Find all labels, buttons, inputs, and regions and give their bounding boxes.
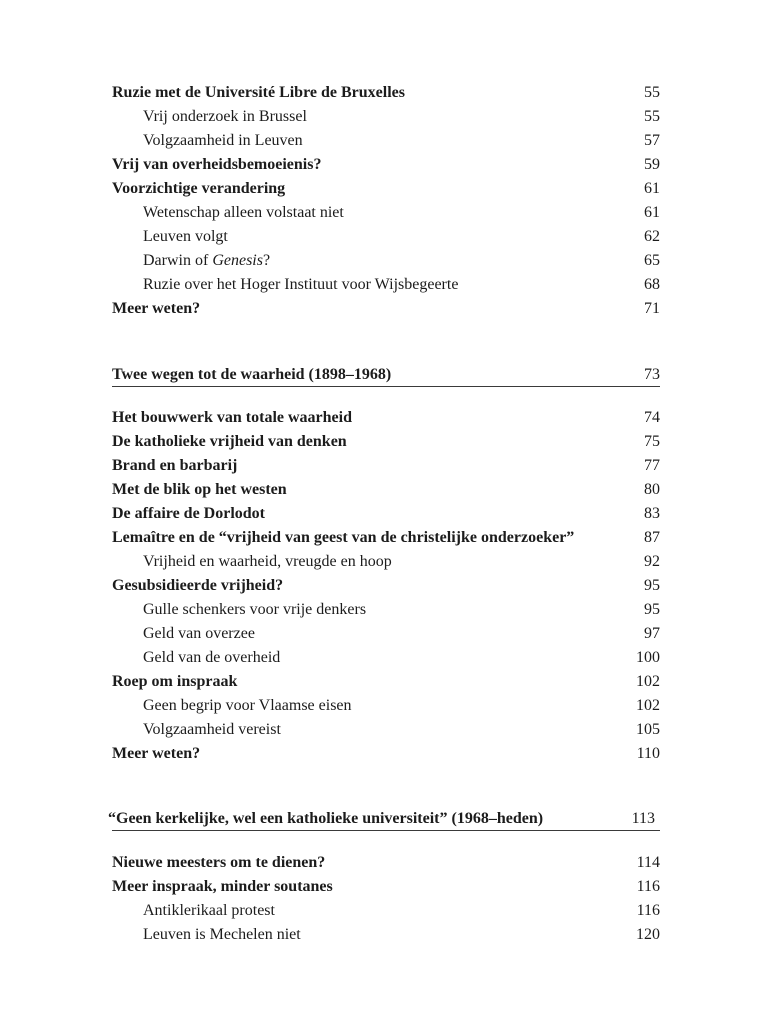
toc-entry [112,177,660,201]
entry-title: De affaire de Dorlodot [112,505,265,522]
entry-title: Vrijheid en waarheid, vreugde en hoop [143,553,392,570]
entry-page: 120 [636,926,660,943]
toc-entry [112,742,660,766]
toc-entry [112,574,660,598]
toc-subentry [112,105,660,129]
toc-subentry [112,273,660,297]
entry-title: Vrij van overheidsbemoeienis? [112,156,322,173]
entry-page: 95 [644,577,660,594]
entry-page: 87 [644,529,660,546]
entry-page: 61 [644,180,660,197]
entry-page: 114 [636,854,660,871]
entry-title: Ruzie over het Hoger Instituut voor Wijsbegeerte [143,276,459,293]
toc-entry [112,406,660,430]
entry-page: 105 [636,721,660,738]
toc-entry [112,454,660,478]
entry-title: Volgzaamheid vereist [143,721,281,738]
entry-page: 110 [636,745,660,762]
toc-subentry [112,249,660,273]
entry-title: Wetenschap alleen volstaat niet [143,204,344,221]
entry-title: De katholieke vrijheid van denken [112,433,347,450]
entry-page: 57 [644,132,660,149]
chapter-page: 73 [644,366,660,383]
entry-page: 74 [644,409,660,426]
entry-title: Lemaître en de “vrijheid van geest van de christelijke onderzoeker” [112,529,575,546]
chapter-page: 113 [631,810,655,827]
entry-title: Meer weten? [112,300,201,317]
entry-title: Leuven volgt [143,228,228,245]
entry-title [112,249,270,273]
entry-page: 95 [644,601,660,618]
entry-page: 71 [644,300,660,317]
entry-page: 80 [644,481,660,498]
entry-title: Brand en barbarij [112,457,238,474]
toc-subentry [112,201,660,225]
toc-subentry [112,622,660,646]
toc-subentry [112,550,660,574]
entry-page: 97 [644,625,660,642]
entry-title: Gesubsidieerde vrijheid? [112,577,284,594]
entry-page: 77 [644,457,660,474]
entry-title: Het bouwwerk van totale waarheid [112,409,352,426]
toc-entry [112,526,660,550]
entry-page: 83 [644,505,660,522]
entry-title: Met de blik op het westen [112,481,287,498]
toc-section-list [112,81,660,321]
entry-title: Gulle schenkers voor vrije denkers [143,601,367,618]
toc-subentry [112,899,660,923]
entry-title: Volgzaamheid in Leuven [143,132,303,149]
toc-entry [112,297,660,321]
entry-page: 55 [644,84,660,101]
chapter-title: Twee wegen tot de waarheid (1898–1968) [112,366,392,383]
toc-subentry [112,129,660,153]
entry-page: 65 [644,252,660,269]
toc-subentry [112,718,660,742]
entry-page: 100 [636,649,660,666]
toc-subentry [112,598,660,622]
toc-chapter-heading [108,808,660,831]
entry-title-part: Darwin of [143,252,213,269]
entry-page: 59 [644,156,660,173]
toc-subentry [112,923,660,947]
toc-chapter-heading [112,364,660,387]
toc-subentry [112,694,660,718]
entry-page: 102 [636,697,660,714]
entry-page: 116 [636,878,660,895]
toc-entry [112,430,660,454]
toc-subentry [112,225,660,249]
toc-section-list [112,851,660,947]
toc-entry [112,153,660,177]
entry-page: 61 [644,204,660,221]
entry-title: Ruzie met de Université Libre de Bruxelles [112,84,405,101]
toc-entry [112,670,660,694]
entry-title: Geld van de overheid [143,649,281,666]
entry-title: Geen begrip voor Vlaamse eisen [143,697,352,714]
entry-title: Roep om inspraak [112,673,238,690]
entry-page: 116 [636,902,660,919]
entry-title: Geld van overzee [143,625,255,642]
entry-page: 62 [644,228,660,245]
entry-title: Nieuwe meesters om te dienen? [112,854,326,871]
entry-page: 68 [644,276,660,293]
entry-page: 102 [636,673,660,690]
entry-page: 75 [644,433,660,450]
entry-title: Meer weten? [112,745,201,762]
chapter-title: “Geen kerkelijke, wel een katholieke universiteit” (1968–heden) [108,810,544,827]
entry-title: Vrij onderzoek in Brussel [143,108,307,125]
toc-entry [112,851,660,875]
toc-subentry [112,646,660,670]
entry-title-italic: Genesis [212,252,263,269]
entry-title: Leuven is Mechelen niet [143,926,301,943]
entry-title-part: ? [262,252,271,269]
toc-section-list [112,406,660,766]
toc-entry [112,478,660,502]
entry-page: 92 [644,553,660,570]
entry-title: Antiklerikaal protest [143,902,275,919]
toc-entry [112,502,660,526]
toc-entry [112,81,660,105]
entry-page: 55 [644,108,660,125]
toc-entry [112,875,660,899]
entry-title: Voorzichtige verandering [112,180,286,197]
entry-title: Meer inspraak, minder soutanes [112,878,333,895]
